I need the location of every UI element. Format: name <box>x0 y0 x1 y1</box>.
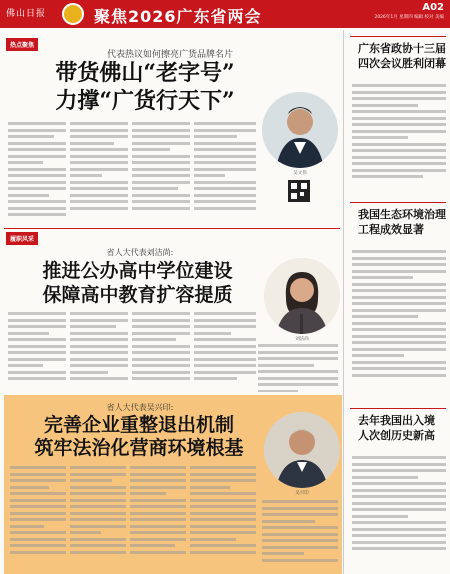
story2-body-col3 <box>132 312 190 392</box>
sidebar-headline-2a: 我国生态环境治理 <box>358 208 446 221</box>
story1-body-col3 <box>132 122 190 222</box>
sidebar-column <box>343 30 450 574</box>
story2-body-col1 <box>8 312 66 392</box>
sidebar-headline-1b: 四次会议胜利闭幕 <box>358 57 446 70</box>
story1-body-col2 <box>70 122 128 222</box>
qr-code-icon <box>288 180 310 202</box>
story3-photo-caption: 吴兴印 <box>295 491 309 496</box>
national-emblem-icon <box>62 3 84 25</box>
sidebar-body-1 <box>352 84 446 194</box>
story2-portrait <box>264 258 340 334</box>
story1-subtitle: 代表热议如何擦亮广货品牌名片 <box>106 50 233 60</box>
story3-portrait <box>264 412 340 488</box>
sidebar-rule <box>350 202 446 203</box>
story2-body-col2 <box>70 312 128 392</box>
section-divider <box>4 228 340 229</box>
sidebar-headline-3a: 去年我国出入境 <box>358 414 435 427</box>
person-photo-icon <box>262 92 338 168</box>
story3-body-col4 <box>190 466 256 570</box>
story2-title-line1: 推进公办高中学位建设 <box>42 260 233 282</box>
sidebar-headline-2b: 工程成效显著 <box>358 223 424 236</box>
newspaper-logo: 佛山日报 <box>6 9 47 19</box>
section-banner: 聚焦2026广东省两会 <box>94 7 262 26</box>
sidebar-rule <box>350 408 446 409</box>
sidebar-body-2 <box>352 250 446 400</box>
header-meta: 2026年1月 星期四 编辑 校对 美编 <box>374 15 444 20</box>
story3-subtitle: 省人大代表吴兴印: <box>106 403 174 412</box>
story3-body-col1 <box>10 466 66 570</box>
story2-photo-caption: 刘洁尚 <box>295 337 309 342</box>
story1-body-col4 <box>194 122 256 222</box>
story1-tag: 热点聚焦 <box>6 38 38 51</box>
story1-portrait <box>262 92 338 168</box>
story1-title-line1: 带货佛山“老字号” <box>55 60 235 86</box>
story3-title-line2: 筑牢法治化营商环境根基 <box>34 437 244 459</box>
story1-title-line2: 力撑“广货行天下” <box>55 88 235 114</box>
story1-body-col1 <box>8 122 66 222</box>
story3-body-col3 <box>130 466 186 570</box>
story3-body-col2 <box>70 466 126 570</box>
sidebar-body-3 <box>352 456 446 570</box>
story2-subtitle: 省人大代表刘洁尚: <box>106 248 174 257</box>
page-header <box>0 0 450 28</box>
person-photo-icon <box>264 412 340 488</box>
story2-tag: 履职风采 <box>6 232 38 245</box>
sidebar-headline-1a: 广东省政协十三届 <box>358 42 446 55</box>
page-number: A02 <box>422 2 444 13</box>
story3-title-line1: 完善企业重整退出机制 <box>43 414 234 436</box>
story1-photo-caption: 吴文伟 <box>293 171 307 176</box>
person-photo-icon <box>264 258 340 334</box>
story3-body-col5 <box>262 500 338 570</box>
story2-title-line2: 保障高中教育扩容提质 <box>42 284 233 306</box>
sidebar-headline-3b: 人次创历史新高 <box>358 429 435 442</box>
story2-body-col4 <box>194 312 256 392</box>
sidebar-rule <box>350 36 446 37</box>
story2-body-col5 <box>258 344 338 392</box>
